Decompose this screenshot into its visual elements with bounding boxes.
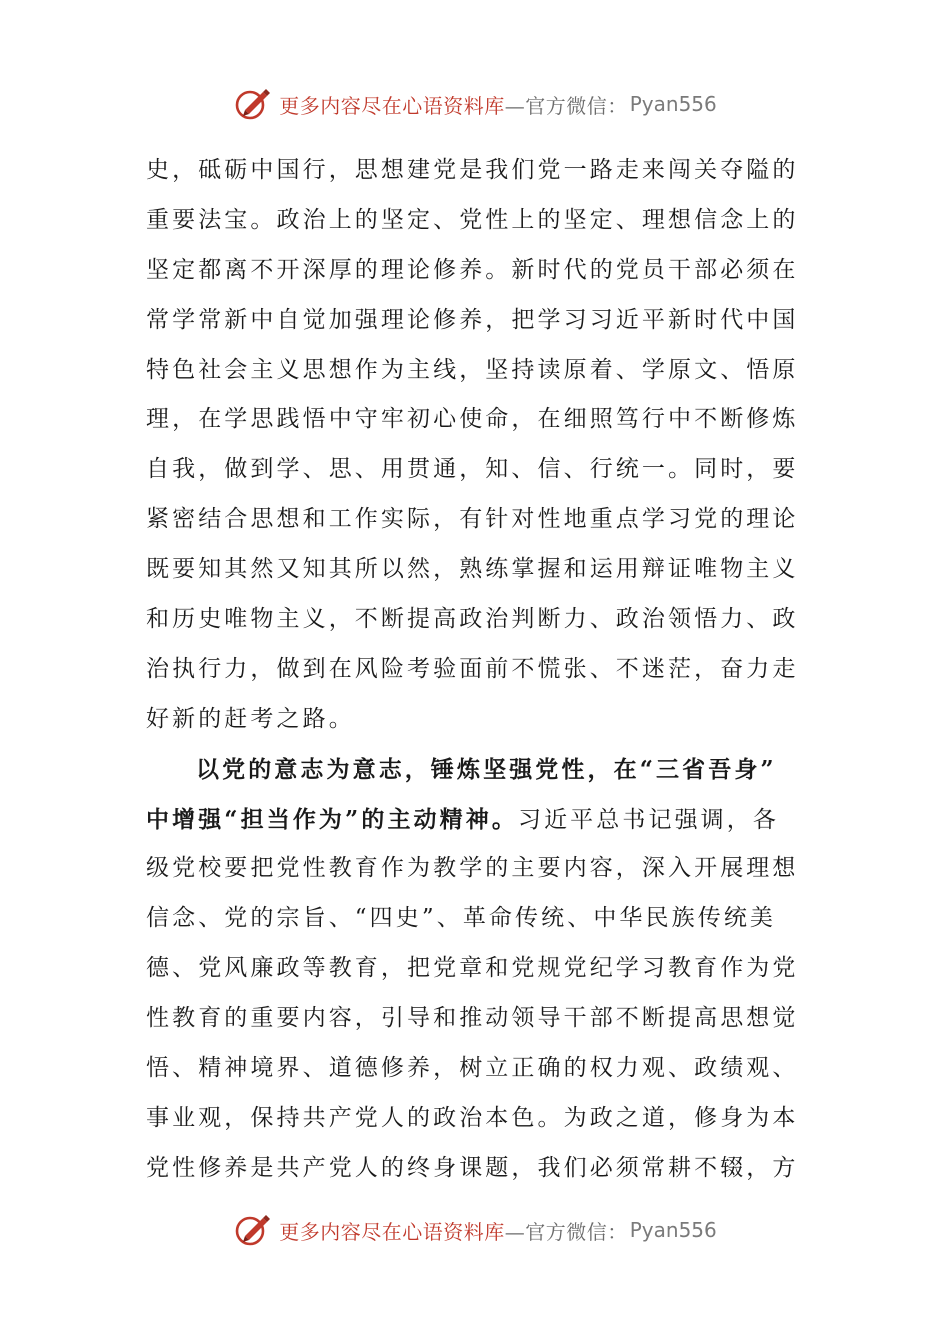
wechat-id: Pyan556 (629, 1218, 717, 1242)
wechat-id: Pyan556 (629, 92, 717, 116)
text-line: 事业观，保持共产党人的政治本色。为政之道，修身为本 (146, 1104, 799, 1131)
text-line: 党性修养是共产党人的终身课题，我们必须常耕不辍，方 (146, 1154, 799, 1181)
banner-subtitle: —官方微信： (504, 93, 628, 118)
text-line: 紧密结合思想和工作实际，有针对性地重点学习党的理论 (146, 506, 799, 533)
text-line: 既要知其然又知其所以然，熟练掌握和运用辩证唯物主义 (146, 556, 799, 583)
text-line: 级党校要把党性教育作为教学的主要内容，深入开展理想 (146, 855, 799, 882)
pen-logo-icon (233, 1210, 273, 1250)
text-line: 特色社会主义思想作为主线，坚持读原着、学原文、悟原 (146, 356, 799, 383)
text-line: 理，在学思践悟中守牢初心使命，在细照笃行中不断修炼 (146, 406, 799, 433)
footer-banner (0, 1208, 950, 1252)
text-line: 悟、精神境界、道德修养，树立正确的权力观、政绩观、 (146, 1055, 799, 1082)
text-line: 好新的赶考之路。 (146, 705, 355, 732)
section-heading-continued (146, 795, 806, 845)
text-segment: 习近平总书记强调，各 (517, 806, 779, 833)
section-heading-end: 中增强“担当作为”的主动精神。 (146, 805, 518, 833)
pen-logo-icon (233, 84, 273, 124)
banner-title: 更多内容尽在心语资料库 (279, 93, 505, 118)
text-line: 德、党风廉政等教育，把党章和党规党纪学习教育作为党 (146, 955, 799, 982)
text-line: 信念、党的宗旨、“四史”、革命传统、中华民族传统美 (146, 905, 777, 932)
document-body (146, 146, 806, 1194)
text-line: 自我，做到学、思、用贯通，知、信、行统一。同时，要 (146, 456, 799, 483)
text-line: 史，砥砺中国行，思想建党是我们党一路走来闯关夺隘的 (146, 157, 799, 183)
text-line: 和历史唯物主义，不断提高政治判断力、政治领悟力、政 (146, 606, 799, 633)
section-heading: 以党的意志为意志，锤炼坚强党性，在“三省吾身” (196, 755, 777, 783)
header-banner (0, 82, 950, 126)
text-line: 治执行力，做到在风险考验面前不慌张、不迷茫，奋力走 (146, 655, 799, 682)
banner-subtitle: —官方微信： (504, 1219, 628, 1244)
text-line: 性教育的重要内容，引导和推动领导干部不断提高思想觉 (146, 1005, 799, 1032)
text-line: 重要法宝。政治上的坚定、党性上的坚定、理想信念上的 (146, 206, 799, 233)
text-line: 坚定都离不开深厚的理论修养。新时代的党员干部必须在 (146, 256, 799, 283)
banner-title: 更多内容尽在心语资料库 (279, 1219, 505, 1244)
text-line: 常学常新中自觉加强理论修养，把学习习近平新时代中国 (146, 306, 799, 333)
